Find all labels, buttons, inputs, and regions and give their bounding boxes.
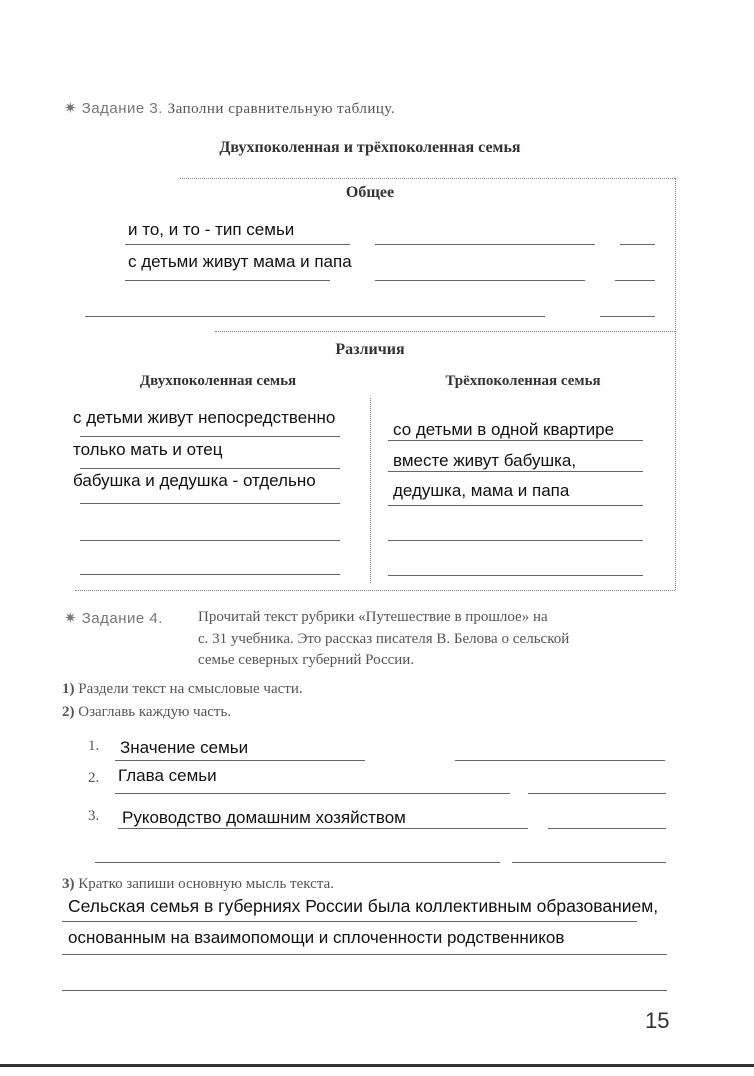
answer-line <box>62 990 667 991</box>
answer-line <box>80 574 340 575</box>
answer-line <box>80 436 340 437</box>
task4-text-line: Прочитай текст рубрики «Путешествие в прошлое» на <box>198 609 548 625</box>
step-1 <box>62 681 303 698</box>
answer-line <box>118 828 528 829</box>
step-number: 2) <box>62 704 75 720</box>
answer-line <box>455 760 665 761</box>
answer-line <box>95 862 500 863</box>
answer-line <box>80 540 340 541</box>
answer-line <box>388 540 643 541</box>
part-answer-1[interactable]: Значение семьи <box>120 738 249 757</box>
answer-line <box>620 244 655 245</box>
table-title: Двухпоколенная и трёхпоколенная семья <box>219 139 521 156</box>
answer-line <box>125 280 330 281</box>
main-idea-line-1[interactable]: Сельская семья в губерниях России была коллективным образованием, <box>68 896 659 916</box>
part-answer-2[interactable]: Глава семьи <box>118 766 217 785</box>
main-idea-line-2[interactable]: основанным на взаимопомощи и сплоченности родственников <box>68 928 565 947</box>
part-number: 3. <box>88 808 100 824</box>
col-left-header: Двухпоколенная семья <box>139 373 297 389</box>
step-number: 3) <box>62 876 75 892</box>
answer-line <box>62 921 637 922</box>
table-border-right <box>675 178 676 590</box>
differences-header: Различия <box>335 341 405 358</box>
section-divider <box>215 331 675 332</box>
step-3 <box>62 876 334 893</box>
answer-line <box>85 316 545 317</box>
part-answer-3[interactable]: Руководство домашним хозяйством <box>122 808 406 827</box>
answer-line <box>600 316 655 317</box>
common-header: Общее <box>345 184 395 201</box>
common-answer-2[interactable]: с детьми живут мама и папа <box>128 252 352 271</box>
answer-line <box>548 828 666 829</box>
left-answer-1[interactable]: с детьми живут непосредственно <box>73 408 336 427</box>
step-2 <box>62 704 231 721</box>
task3-instruction: Заполни сравнительную таблицу. <box>167 101 396 117</box>
task4-label: Задание 4. <box>81 610 163 627</box>
step-text: Кратко запиши основную мысль текста. <box>78 876 334 892</box>
part-number: 1. <box>88 738 100 754</box>
step-text: Раздели текст на смысловые части. <box>78 681 303 697</box>
table-border-top <box>180 178 675 179</box>
answer-line <box>388 440 643 441</box>
answer-line <box>388 575 643 576</box>
left-answer-2[interactable]: только мать и отец <box>73 440 223 459</box>
common-answer-1[interactable]: и то, и то - тип семьи <box>128 220 295 239</box>
scan-edge <box>0 1064 754 1067</box>
answer-line <box>615 280 655 281</box>
asterisk-icon: ✷ <box>64 610 78 627</box>
right-answer-1[interactable]: со детьми в одной квартире <box>393 420 615 439</box>
task4-heading <box>64 609 163 627</box>
part-number: 2. <box>88 770 100 786</box>
asterisk-icon: ✷ <box>64 100 78 117</box>
answer-line <box>115 793 510 794</box>
answer-line <box>115 760 365 761</box>
right-answer-3[interactable]: дедушка, мама и папа <box>393 481 570 500</box>
column-divider <box>370 398 371 583</box>
answer-line <box>125 244 350 245</box>
answer-line <box>80 503 340 504</box>
page-number: 15 <box>645 1008 670 1033</box>
answer-line <box>80 468 340 469</box>
answer-line <box>375 280 585 281</box>
col-right-header: Трёхпоколенная семья <box>445 373 601 389</box>
answer-line <box>388 505 643 506</box>
task3-label: Задание 3. <box>81 100 163 117</box>
answer-line <box>388 471 643 472</box>
task3-heading <box>64 99 395 118</box>
step-number: 1) <box>62 681 75 697</box>
step-text: Озаглавь каждую часть. <box>78 704 232 720</box>
task4-text-line: с. 31 учебника. Это рассказ писателя В. Белова о сельской <box>198 631 570 647</box>
answer-line <box>528 793 666 794</box>
answer-line <box>62 954 667 955</box>
left-answer-3[interactable]: бабушка и дедушка - отдельно <box>73 471 316 490</box>
answer-line <box>375 244 595 245</box>
task4-text-line: семье северных губерний России. <box>198 652 415 668</box>
table-border-bottom <box>75 590 675 591</box>
answer-line <box>512 862 666 863</box>
right-answer-2[interactable]: вместе живут бабушка, <box>393 451 577 470</box>
